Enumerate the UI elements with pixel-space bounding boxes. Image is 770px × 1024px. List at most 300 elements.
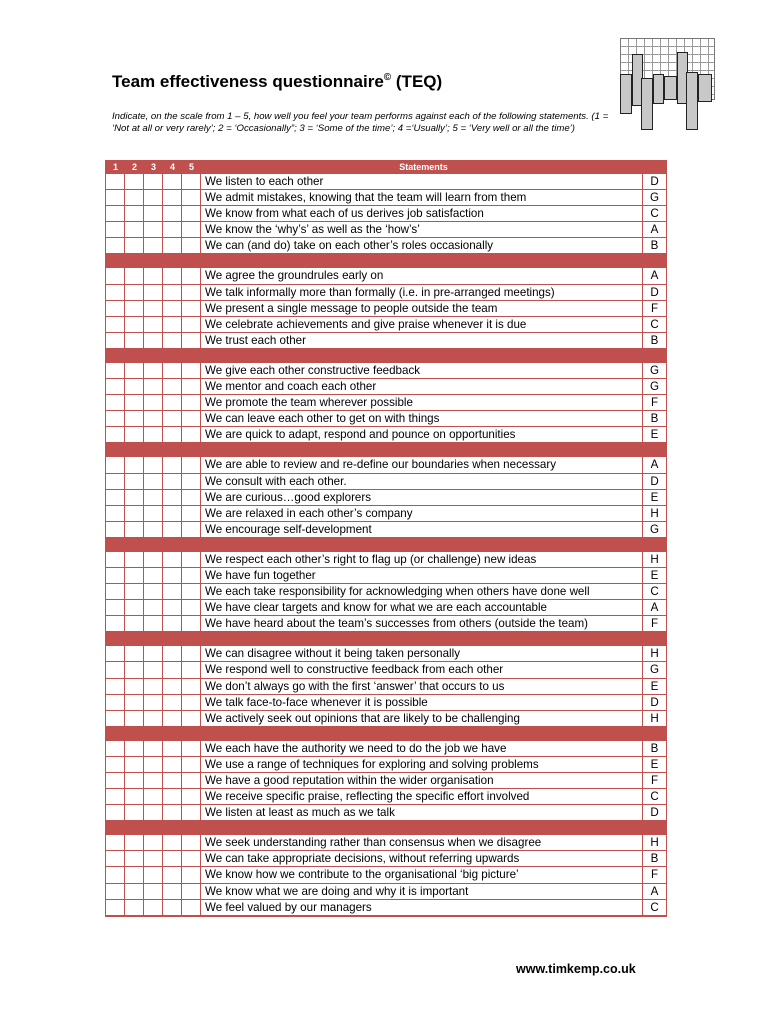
rating-cell-3[interactable] (144, 427, 163, 442)
statement-text: We have clear targets and know for what we are each accountable (205, 601, 547, 615)
category-code: H (642, 835, 666, 850)
rating-cell-2[interactable] (125, 584, 144, 599)
rating-cell-1[interactable] (106, 884, 125, 899)
rating-cell-4[interactable] (163, 789, 182, 804)
rating-cell-5[interactable] (182, 506, 201, 521)
rating-cell-4[interactable] (163, 741, 182, 756)
rating-cell-1[interactable] (106, 174, 125, 189)
table-row (106, 268, 666, 284)
rating-cell-1[interactable] (106, 662, 125, 677)
rating-cell-4[interactable] (163, 884, 182, 899)
rating-cell-3[interactable] (144, 789, 163, 804)
rating-cell-4[interactable] (163, 268, 182, 283)
rating-cell-2[interactable] (125, 395, 144, 410)
rating-cell-2[interactable] (125, 333, 144, 348)
statement-text: We mentor and coach each other (205, 380, 377, 394)
rating-cell-4[interactable] (163, 568, 182, 583)
rating-cell-3[interactable] (144, 363, 163, 378)
rating-cell-2[interactable] (125, 552, 144, 567)
rating-cell-2[interactable] (125, 600, 144, 615)
rating-cell-5[interactable] (182, 646, 201, 661)
rating-cell-4[interactable] (163, 490, 182, 505)
category-code: B (642, 851, 666, 866)
rating-cell-3[interactable] (144, 884, 163, 899)
rating-cell-5[interactable] (182, 884, 201, 899)
category-code: G (642, 363, 666, 378)
rating-cell-5[interactable] (182, 174, 201, 189)
rating-cell-1[interactable] (106, 757, 125, 772)
rating-cell-5[interactable] (182, 190, 201, 205)
rating-cell-4[interactable] (163, 646, 182, 661)
rating-cell-3[interactable] (144, 679, 163, 694)
rating-cell-1[interactable] (106, 411, 125, 426)
category-code: B (642, 741, 666, 756)
rating-cell-1[interactable] (106, 474, 125, 489)
table-row (106, 646, 666, 662)
category-code: B (642, 238, 666, 253)
statement-text: We have fun together (205, 568, 316, 582)
rating-cell-1[interactable] (106, 711, 125, 726)
rating-cell-5[interactable] (182, 900, 201, 915)
rating-cell-4[interactable] (163, 900, 182, 915)
rating-cell-4[interactable] (163, 427, 182, 442)
rating-cell-1[interactable] (106, 427, 125, 442)
rating-cell-1[interactable] (106, 600, 125, 615)
rating-cell-3[interactable] (144, 222, 163, 237)
rating-cell-5[interactable] (182, 427, 201, 442)
rating-cell-5[interactable] (182, 773, 201, 788)
rating-cell-5[interactable] (182, 711, 201, 726)
table-body (106, 174, 666, 916)
rating-cell-5[interactable] (182, 395, 201, 410)
rating-cell-1[interactable] (106, 805, 125, 820)
rating-cell-5[interactable] (182, 457, 201, 472)
rating-cell-1[interactable] (106, 333, 125, 348)
category-code: C (642, 206, 666, 221)
rating-cell-3[interactable] (144, 568, 163, 583)
rating-cell-5[interactable] (182, 268, 201, 283)
rating-cell-1[interactable] (106, 867, 125, 882)
statement-text: We talk face-to-face whenever it is possible (205, 695, 428, 709)
rating-cell-3[interactable] (144, 506, 163, 521)
rating-cell-1[interactable] (106, 900, 125, 915)
rating-cell-4[interactable] (163, 757, 182, 772)
rating-cell-2[interactable] (125, 835, 144, 850)
statement-text: We listen to each other (205, 175, 324, 188)
rating-cell-2[interactable] (125, 884, 144, 899)
category-code: F (642, 301, 666, 316)
rating-cell-4[interactable] (163, 457, 182, 472)
rating-cell-2[interactable] (125, 773, 144, 788)
rating-cell-2[interactable] (125, 490, 144, 505)
table-row (106, 789, 666, 805)
rating-cell-1[interactable] (106, 190, 125, 205)
rating-cell-5[interactable] (182, 600, 201, 615)
rating-cell-1[interactable] (106, 552, 125, 567)
rating-cell-2[interactable] (125, 789, 144, 804)
rating-cell-4[interactable] (163, 584, 182, 599)
rating-cell-3[interactable] (144, 757, 163, 772)
rating-cell-5[interactable] (182, 411, 201, 426)
statement-text: We encourage self-development (205, 522, 372, 536)
statement-text: We trust each other (205, 333, 306, 347)
rating-cell-5[interactable] (182, 757, 201, 772)
statement-text: We can disagree without it being taken personally (205, 647, 461, 661)
rating-cell-2[interactable] (125, 363, 144, 378)
table-row (106, 584, 666, 600)
category-code: D (642, 805, 666, 820)
statement-text: We promote the team wherever possible (205, 396, 413, 410)
rating-cell-5[interactable] (182, 695, 201, 710)
rating-cell-1[interactable] (106, 268, 125, 283)
category-code: E (642, 490, 666, 505)
category-code: D (642, 285, 666, 300)
table-row (106, 457, 666, 473)
table-row (106, 285, 666, 301)
rating-cell-3[interactable] (144, 900, 163, 915)
rating-cell-3[interactable] (144, 379, 163, 394)
rating-cell-1[interactable] (106, 616, 125, 631)
rating-cell-2[interactable] (125, 301, 144, 316)
rating-cell-4[interactable] (163, 695, 182, 710)
rating-cell-5[interactable] (182, 333, 201, 348)
category-code: E (642, 568, 666, 583)
table-row (106, 600, 666, 616)
rating-cell-5[interactable] (182, 835, 201, 850)
rating-cell-1[interactable] (106, 789, 125, 804)
rating-cell-2[interactable] (125, 506, 144, 521)
rating-cell-1[interactable] (106, 646, 125, 661)
rating-cell-4[interactable] (163, 474, 182, 489)
rating-cell-1[interactable] (106, 222, 125, 237)
rating-cell-2[interactable] (125, 457, 144, 472)
rating-cell-3[interactable] (144, 616, 163, 631)
rating-cell-4[interactable] (163, 190, 182, 205)
rating-cell-3[interactable] (144, 301, 163, 316)
rating-cell-1[interactable] (106, 317, 125, 332)
category-code: C (642, 584, 666, 599)
rating-cell-5[interactable] (182, 490, 201, 505)
rating-cell-3[interactable] (144, 773, 163, 788)
rating-cell-2[interactable] (125, 741, 144, 756)
rating-cell-3[interactable] (144, 174, 163, 189)
rating-cell-1[interactable] (106, 363, 125, 378)
rating-cell-4[interactable] (163, 222, 182, 237)
statement-text: We each have the authority we need to do the job we have (205, 741, 507, 755)
questionnaire-table (105, 160, 667, 917)
rating-cell-3[interactable] (144, 411, 163, 426)
statement-text: We each take responsibility for acknowledging when others have done well (205, 585, 590, 599)
statement-text: We give each other constructive feedback (205, 363, 421, 377)
table-row (106, 301, 666, 317)
rating-cell-2[interactable] (125, 616, 144, 631)
rating-cell-1[interactable] (106, 522, 125, 537)
rating-cell-1[interactable] (106, 379, 125, 394)
rating-cell-5[interactable] (182, 679, 201, 694)
category-code: B (642, 411, 666, 426)
category-code: E (642, 757, 666, 772)
rating-cell-1[interactable] (106, 457, 125, 472)
rating-cell-2[interactable] (125, 522, 144, 537)
rating-cell-4[interactable] (163, 317, 182, 332)
rating-cell-2[interactable] (125, 285, 144, 300)
scale-header-3: 3 (150, 162, 156, 172)
rating-cell-5[interactable] (182, 522, 201, 537)
table-row (106, 679, 666, 695)
statement-text: We actively seek out opinions that are likely to be challenging (205, 711, 520, 725)
rating-cell-4[interactable] (163, 616, 182, 631)
table-row (106, 773, 666, 789)
logo-bar (620, 74, 632, 114)
statement-text: We don’t always go with the first ‘answer’ that occurs to us (205, 679, 505, 693)
rating-cell-5[interactable] (182, 741, 201, 756)
rating-cell-2[interactable] (125, 711, 144, 726)
statements-header: Statements (399, 162, 448, 172)
category-code: F (642, 773, 666, 788)
table-row (106, 835, 666, 851)
rating-cell-2[interactable] (125, 174, 144, 189)
rating-cell-4[interactable] (163, 552, 182, 567)
rating-cell-2[interactable] (125, 411, 144, 426)
rating-cell-3[interactable] (144, 474, 163, 489)
rating-cell-3[interactable] (144, 867, 163, 882)
rating-cell-2[interactable] (125, 900, 144, 915)
rating-cell-2[interactable] (125, 679, 144, 694)
rating-cell-4[interactable] (163, 773, 182, 788)
rating-cell-4[interactable] (163, 600, 182, 615)
rating-cell-4[interactable] (163, 379, 182, 394)
rating-cell-5[interactable] (182, 379, 201, 394)
rating-cell-5[interactable] (182, 552, 201, 567)
rating-cell-2[interactable] (125, 222, 144, 237)
rating-cell-2[interactable] (125, 662, 144, 677)
logo-bar (686, 72, 698, 130)
category-code: A (642, 268, 666, 283)
category-code: F (642, 616, 666, 631)
rating-cell-1[interactable] (106, 773, 125, 788)
document-title (112, 72, 442, 92)
table-row (106, 317, 666, 333)
rating-cell-5[interactable] (182, 789, 201, 804)
rating-cell-3[interactable] (144, 395, 163, 410)
rating-cell-3[interactable] (144, 662, 163, 677)
copyright-mark: © (383, 72, 392, 83)
statement-text: We respect each other’s right to flag up (or challenge) new ideas (205, 552, 537, 566)
category-code: G (642, 379, 666, 394)
statement-text: We are able to review and re-define our boundaries when necessary (205, 458, 557, 472)
table-row (106, 411, 666, 427)
category-code: F (642, 395, 666, 410)
rating-cell-3[interactable] (144, 457, 163, 472)
rating-cell-4[interactable] (163, 411, 182, 426)
statement-text: We celebrate achievements and give praise whenever it is due (205, 317, 527, 331)
rating-cell-1[interactable] (106, 695, 125, 710)
rating-cell-3[interactable] (144, 600, 163, 615)
rating-cell-3[interactable] (144, 268, 163, 283)
rating-cell-5[interactable] (182, 301, 201, 316)
statement-text: We consult with each other. (205, 474, 347, 488)
rating-cell-3[interactable] (144, 552, 163, 567)
rating-cell-3[interactable] (144, 835, 163, 850)
rating-cell-2[interactable] (125, 206, 144, 221)
scale-header-5: 5 (188, 162, 194, 172)
category-code: E (642, 679, 666, 694)
rating-cell-3[interactable] (144, 805, 163, 820)
rating-cell-4[interactable] (163, 301, 182, 316)
category-code: C (642, 789, 666, 804)
rating-cell-5[interactable] (182, 363, 201, 378)
rating-cell-1[interactable] (106, 395, 125, 410)
statement-text: We have a good reputation within the wider organisation (205, 774, 494, 787)
table-row (106, 757, 666, 773)
statement-text: We know from what each of us derives job satisfaction (205, 207, 484, 221)
rating-cell-4[interactable] (163, 333, 182, 348)
rating-cell-3[interactable] (144, 522, 163, 537)
rating-cell-3[interactable] (144, 695, 163, 710)
category-code: A (642, 600, 666, 615)
rating-cell-4[interactable] (163, 506, 182, 521)
rating-cell-3[interactable] (144, 285, 163, 300)
rating-cell-2[interactable] (125, 268, 144, 283)
section-separator (106, 821, 666, 835)
rating-cell-3[interactable] (144, 851, 163, 866)
rating-cell-5[interactable] (182, 867, 201, 882)
rating-cell-2[interactable] (125, 379, 144, 394)
rating-cell-4[interactable] (163, 285, 182, 300)
rating-cell-2[interactable] (125, 474, 144, 489)
rating-cell-3[interactable] (144, 741, 163, 756)
statement-text: We feel valued by our managers (205, 900, 372, 914)
rating-cell-5[interactable] (182, 805, 201, 820)
rating-cell-1[interactable] (106, 851, 125, 866)
rating-cell-5[interactable] (182, 285, 201, 300)
rating-cell-5[interactable] (182, 206, 201, 221)
rating-cell-3[interactable] (144, 333, 163, 348)
rating-cell-3[interactable] (144, 711, 163, 726)
rating-cell-4[interactable] (163, 206, 182, 221)
rating-cell-1[interactable] (106, 490, 125, 505)
section-separator (106, 727, 666, 741)
rating-cell-2[interactable] (125, 851, 144, 866)
table-row (106, 662, 666, 678)
rating-cell-1[interactable] (106, 285, 125, 300)
rating-cell-4[interactable] (163, 174, 182, 189)
rating-cell-3[interactable] (144, 584, 163, 599)
statement-text: We listen at least as much as we talk (205, 806, 395, 820)
rating-cell-2[interactable] (125, 427, 144, 442)
rating-cell-1[interactable] (106, 835, 125, 850)
rating-cell-5[interactable] (182, 662, 201, 677)
rating-cell-4[interactable] (163, 805, 182, 820)
table-row (106, 395, 666, 411)
rating-cell-2[interactable] (125, 238, 144, 253)
category-code: D (642, 474, 666, 489)
statement-text: We receive specific praise, reflecting the specific effort involved (205, 790, 530, 804)
rating-cell-1[interactable] (106, 679, 125, 694)
rating-cell-2[interactable] (125, 757, 144, 772)
category-code: H (642, 711, 666, 726)
rating-cell-5[interactable] (182, 238, 201, 253)
statement-text: We can leave each other to get on with things (205, 412, 440, 426)
rating-cell-4[interactable] (163, 395, 182, 410)
table-row (106, 427, 666, 443)
rating-cell-2[interactable] (125, 317, 144, 332)
logo-bar (664, 76, 677, 100)
rating-cell-4[interactable] (163, 363, 182, 378)
rating-cell-3[interactable] (144, 317, 163, 332)
scale-header-2: 2 (131, 162, 137, 172)
statement-text: We agree the groundrules early on (205, 269, 384, 283)
table-row (106, 379, 666, 395)
rating-cell-5[interactable] (182, 584, 201, 599)
statement-text: We seek understanding rather than consensus when we disagree (205, 836, 542, 850)
rating-cell-2[interactable] (125, 646, 144, 661)
title-suffix: (TEQ) (391, 72, 443, 91)
rating-cell-5[interactable] (182, 851, 201, 866)
rating-cell-3[interactable] (144, 646, 163, 661)
rating-cell-1[interactable] (106, 206, 125, 221)
table-row (106, 741, 666, 757)
rating-cell-2[interactable] (125, 805, 144, 820)
table-row (106, 851, 666, 867)
category-code: G (642, 522, 666, 537)
category-code: H (642, 646, 666, 661)
table-row (106, 552, 666, 568)
rating-cell-3[interactable] (144, 206, 163, 221)
table-row (106, 333, 666, 349)
rating-cell-1[interactable] (106, 584, 125, 599)
rating-cell-4[interactable] (163, 522, 182, 537)
rating-cell-4[interactable] (163, 711, 182, 726)
rating-cell-4[interactable] (163, 867, 182, 882)
rating-cell-5[interactable] (182, 616, 201, 631)
section-separator (106, 254, 666, 268)
rating-cell-4[interactable] (163, 238, 182, 253)
rating-cell-5[interactable] (182, 474, 201, 489)
table-row (106, 867, 666, 883)
rating-cell-2[interactable] (125, 568, 144, 583)
table-row (106, 711, 666, 727)
rating-cell-2[interactable] (125, 867, 144, 882)
rating-cell-4[interactable] (163, 835, 182, 850)
table-header (106, 160, 666, 174)
logo-bar (653, 74, 664, 104)
rating-cell-1[interactable] (106, 741, 125, 756)
rating-cell-3[interactable] (144, 190, 163, 205)
category-code: C (642, 317, 666, 332)
rating-cell-2[interactable] (125, 190, 144, 205)
rating-cell-3[interactable] (144, 490, 163, 505)
category-code: D (642, 695, 666, 710)
category-code: H (642, 506, 666, 521)
rating-cell-4[interactable] (163, 851, 182, 866)
statement-text: We talk informally more than formally (i.e. in pre-arranged meetings) (205, 285, 555, 299)
rating-cell-1[interactable] (106, 506, 125, 521)
rating-cell-2[interactable] (125, 695, 144, 710)
rating-cell-5[interactable] (182, 317, 201, 332)
rating-cell-1[interactable] (106, 568, 125, 583)
rating-cell-1[interactable] (106, 301, 125, 316)
category-code: F (642, 867, 666, 882)
rating-cell-4[interactable] (163, 679, 182, 694)
rating-cell-1[interactable] (106, 238, 125, 253)
statement-text: We are curious…good explorers (205, 490, 372, 504)
table-row (106, 474, 666, 490)
rating-cell-5[interactable] (182, 222, 201, 237)
rating-cell-4[interactable] (163, 662, 182, 677)
rating-cell-5[interactable] (182, 568, 201, 583)
rating-cell-3[interactable] (144, 238, 163, 253)
